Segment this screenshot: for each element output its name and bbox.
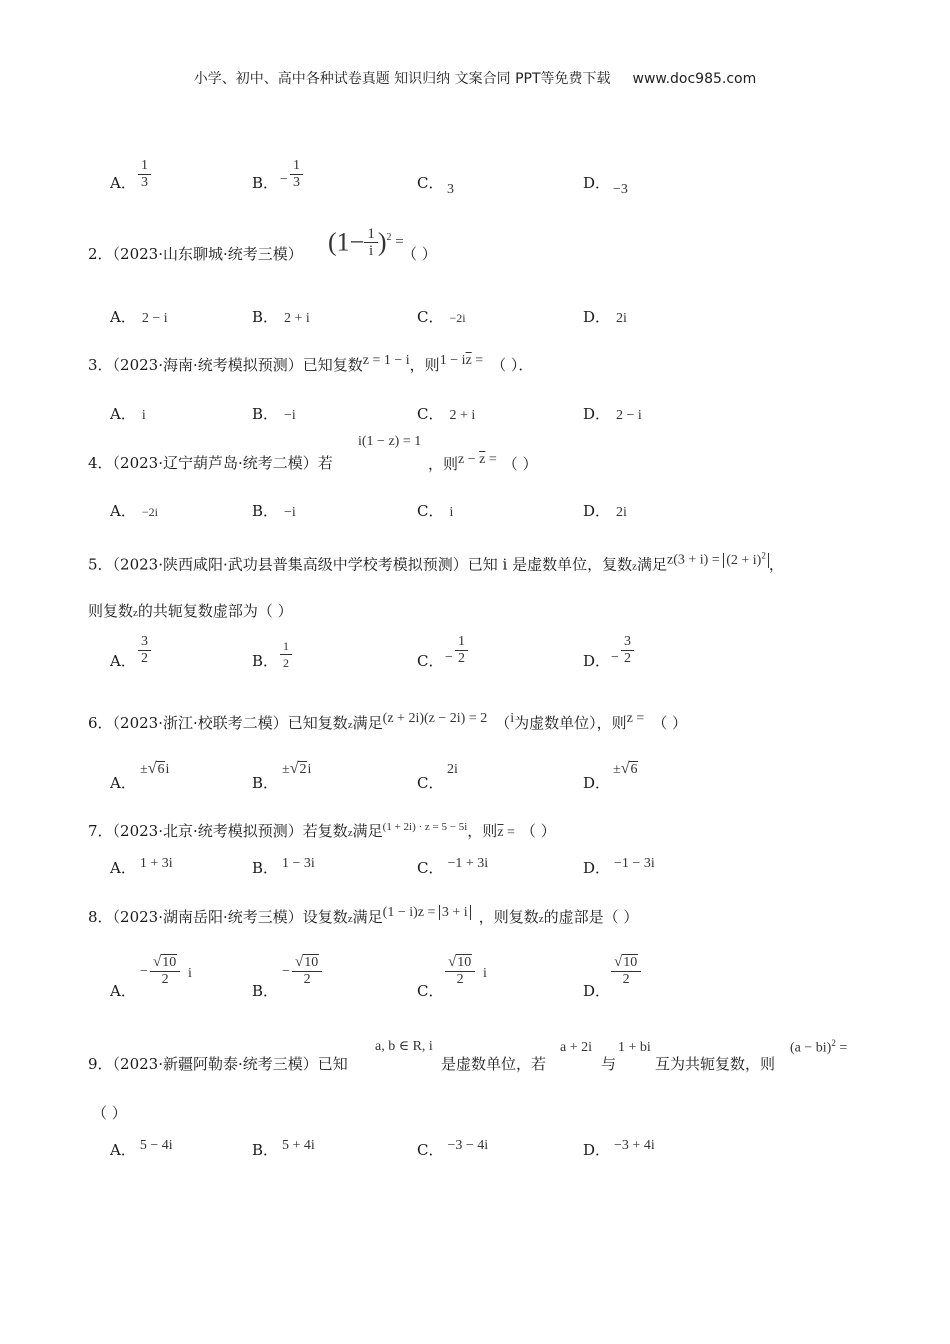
option-letter: A． [110,174,136,192]
question-3-stem: 3．（2023·海南·统考模拟预测）已知复数$^{z = 1 - i}$，则$^{1 - i\overline{z} =}$ （ ）． [88,353,534,374]
q2-option-b[interactable]: B． 2 + i [252,308,310,326]
header-text: 小学、初中、高中各种试卷真题 知识归纳 文案合同 PPT等免费下载 [193,71,611,87]
q9-option-a[interactable]: A． $^{5 - 4i}$ [110,1138,173,1159]
q2-answer-blank: （ ） [402,245,437,263]
q2-option-d[interactable]: D． 2i [583,308,627,326]
q9-option-d[interactable]: D． $^{-3 + 4i}$ [583,1138,655,1159]
q3-option-a[interactable]: A． i [110,405,146,423]
q2-option-a[interactable]: A． 2 − i [110,308,168,326]
q4-option-c[interactable]: C． i [417,502,454,520]
q9-answer-blank: （ ） [92,1104,127,1122]
sign: − [280,172,288,187]
q9-option-c[interactable]: C． $^{-3 - 4i}$ [417,1138,489,1159]
page-header [0,68,950,88]
question-4-stem: 4．（2023·辽宁葫芦岛·统考二模）若 [88,454,333,472]
q3-option-d[interactable]: D． 2 − i [583,405,642,423]
fraction: $\frac{1}{3}$ [138,158,151,191]
option-value: −3 [613,182,628,197]
fraction: $\frac{1}{i}$ [364,226,378,259]
q9-mid2: 与 [601,1055,617,1073]
q7-option-c[interactable]: C． $^{-1 + 3i}$ [417,856,489,877]
question-6-stem: 6．（2023·浙江·校联考二模）已知复数z满足$^{(z + 2i)(z - 2i) = 2}$ （$^i$为虚数单位），则$^{z =}$ （ ） [88,711,688,732]
fraction: $\frac{√10}{2}$ [292,954,322,988]
q9-expr-1: a + 2i [560,1040,592,1055]
q9-mid3: 互为共轭复数，则 [655,1055,776,1073]
q4-question: ，则$^{z - \overline{z} =}$ （ ） [428,452,538,473]
q7-option-a[interactable]: A． $^{1 + 3i}$ [110,856,173,877]
q9-condition: a, b ∈ R, i [375,1039,433,1054]
option-letter: D． [583,174,611,192]
question-5-stem-line2: 则复数z的共轭复数虚部为（ ） [88,602,293,620]
question-2-stem: 2．（2023·山东聊城·统考三模） [88,245,303,263]
fraction: $\frac{1}{2}$ [455,634,468,667]
fraction: $\frac{√10}{2}$ [150,954,180,988]
q9-expr-3: (a − bi)$^2$ = [790,1038,848,1056]
fraction: $\frac{1}{2}$ [280,638,292,671]
option-letter: B． [252,174,279,192]
fraction: $\frac{√10}{2}$ [611,954,641,988]
q2-option-c[interactable]: C． −2i [417,308,466,326]
q4-option-a[interactable]: A． −2i [110,502,158,520]
header-url[interactable]: www.doc985.com [632,71,757,87]
q2-expression: (1− $\frac{1}{i}$ )$^2$ = [328,226,404,259]
q7-option-d[interactable]: D． $^{-1 - 3i}$ [583,856,655,877]
question-9-stem: 9．（2023·新疆阿勒泰·统考三模）已知 [88,1055,348,1073]
q3-option-c[interactable]: C． 2 + i [417,405,476,423]
q4-condition: i(1 − z) = 1 [358,434,422,449]
question-8-stem: 8．（2023·湖南岳阳·统考三模）设复数z满足$^{(1 - i)z = 3 + i}$ ，则复数z的虚部是（ ） [88,905,639,926]
q4-option-b[interactable]: B． −i [252,502,296,520]
fraction: $\frac{3}{2}$ [138,634,151,667]
q9-option-b[interactable]: B． $^{5 + 4i}$ [252,1138,315,1159]
q7-option-b[interactable]: B． $^{1 - 3i}$ [252,856,315,877]
option-value: 3 [447,182,454,197]
q9-expr-2: 1 + bi [618,1040,651,1055]
q3-option-b[interactable]: B． −i [252,405,296,423]
question-7-stem: 7．（2023·北京·统考模拟预测）若复数z满足$^{(1 + 2i) \cdot z = 5 - 5i}$，则$\overline{z}$ = （ ） [88,821,556,840]
fraction: $\frac{1}{3}$ [290,158,303,191]
question-5-stem: 5．（2023·陕西咸阳·武功县普集高级中学校考模拟预测）已知 i 是虚数单位，复数z满足$^{z(3 + i) = (2 + i)^2}$， [88,550,784,574]
fraction: $\frac{3}{2}$ [621,634,634,667]
fraction: $\frac{√10}{2}$ [445,954,475,988]
q4-option-d[interactable]: D． 2i [583,502,627,520]
option-letter: C． [417,174,444,192]
q9-mid: 是虚数单位，若 [441,1055,547,1073]
